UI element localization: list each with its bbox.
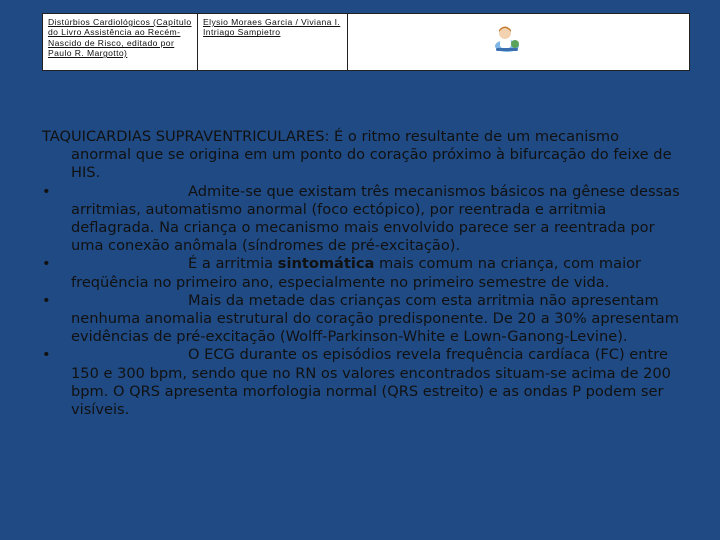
bullet-text-post: mais comum na criança, com maior freqüência no primeiro ano, especialmente no primeiro semestre de vida. — [71, 255, 642, 291]
bullet-text: Admite-se que existam três mecanismos básicos na gênese dessas arritmias, automatismo anormal (foco ectópico), por reentrada e arritmia deflagrada. Na criança o mecanismo mais envolvido parece ser a reentrada por uma conexão anômala (síndromes de pré-excitação). — [71, 182, 680, 255]
bullet-item — [42, 346, 682, 419]
header-cell-source — [43, 14, 198, 70]
bullet-dot: • — [42, 255, 51, 273]
bullet-text: O ECG durante os episódios revela frequência cardíaca (FC) entre 150 e 300 bpm, sendo que no RN os valores encontrados situam-se acima de 200 bpm. O QRS apresenta morfologia normal (QRS estreito) e as ondas P podem ser visíveis. — [71, 346, 671, 419]
intro-text: : É o ritmo resultante de um mecanismo anormal que se origina em um ponto do coração próximo à bifurcação do feixe de HIS. — [71, 128, 672, 182]
header-table — [42, 13, 690, 71]
bullet-dot: • — [42, 291, 51, 309]
intro-paragraph — [42, 128, 682, 183]
header-cell-authors — [198, 14, 348, 70]
person-clipart-icon — [492, 24, 522, 54]
bullet-dot: • — [42, 182, 51, 200]
bullet-text-bold: sintomática — [277, 255, 375, 273]
slide-content — [42, 128, 682, 419]
source-link[interactable]: Distúrbios Cardiológicos (Capítulo do Livro Assistência ao Recém-Nascido de Risco, editado por Paulo R. Margotto) — [48, 17, 192, 59]
bullet-item — [42, 292, 682, 347]
bullet-text: Mais da metade das crianças com esta arritmia não apresentam nenhuma anomalia estrutural do coração predisponente. De 20 a 30% apresentam evidências de pré-excitação (Wolff-Parkinson-White e Lown-Ganong-Levine). — [71, 291, 679, 346]
bullet-dot: • — [42, 346, 51, 364]
header-cell-image — [348, 14, 689, 70]
bullet-item — [42, 183, 682, 256]
bullet-text-pre: É a arritmia — [188, 255, 278, 273]
bullet-item — [42, 255, 682, 291]
section-heading: TAQUICARDIAS SUPRAVENTRICULARES — [42, 128, 325, 145]
authors-link[interactable]: Elysio Moraes Garcia / Viviana I. Intriago Sampietro — [203, 17, 341, 38]
